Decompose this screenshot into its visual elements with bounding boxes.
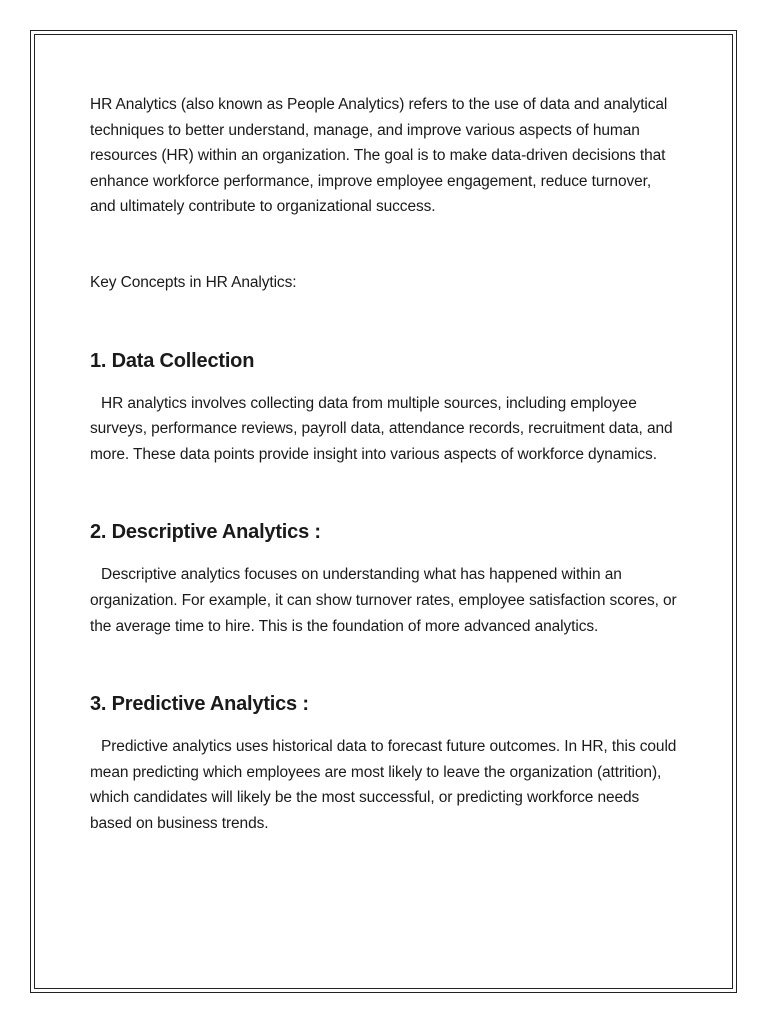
document-body xyxy=(90,92,680,837)
section-body-predictive-analytics: Predictive analytics uses historical data to forecast future outcomes. In HR, this could mean predicting which employees are most likely to leave the organization (attrition), which candidates will likely be the most successful, or predicting workforce needs based on business trends. xyxy=(90,738,677,832)
section-body-data-collection: HR analytics involves collecting data from multiple sources, including employee surveys, performance reviews, payroll data, attendance records, recruitment data, and more. These data points provide insight into various aspects of workforce dynamics. xyxy=(90,394,673,463)
section-heading-data-collection: 1. Data Collection xyxy=(90,349,255,372)
section-body-descriptive-analytics: Descriptive analytics focuses on understanding what has happened within an organization. For example, it can show turnover rates, employee satisfaction scores, or the average time to hire. This is the foundation of more advanced analytics. xyxy=(90,566,677,635)
intro-paragraph: HR Analytics (also known as People Analytics) refers to the use of data and analytical techniques to better understand, manage, and improve various aspects of human resources (HR) within an organization. The goal is to make data-driven decisions that enhance workforce performance, improve employee engagement, reduce turnover, and ultimately contribute to organizational success. xyxy=(90,96,668,216)
key-concepts-label: Key Concepts in HR Analytics: xyxy=(90,273,297,291)
section-heading-descriptive-analytics: 2. Descriptive Analytics : xyxy=(90,521,321,544)
section-heading-predictive-analytics: 3. Predictive Analytics : xyxy=(90,693,309,716)
